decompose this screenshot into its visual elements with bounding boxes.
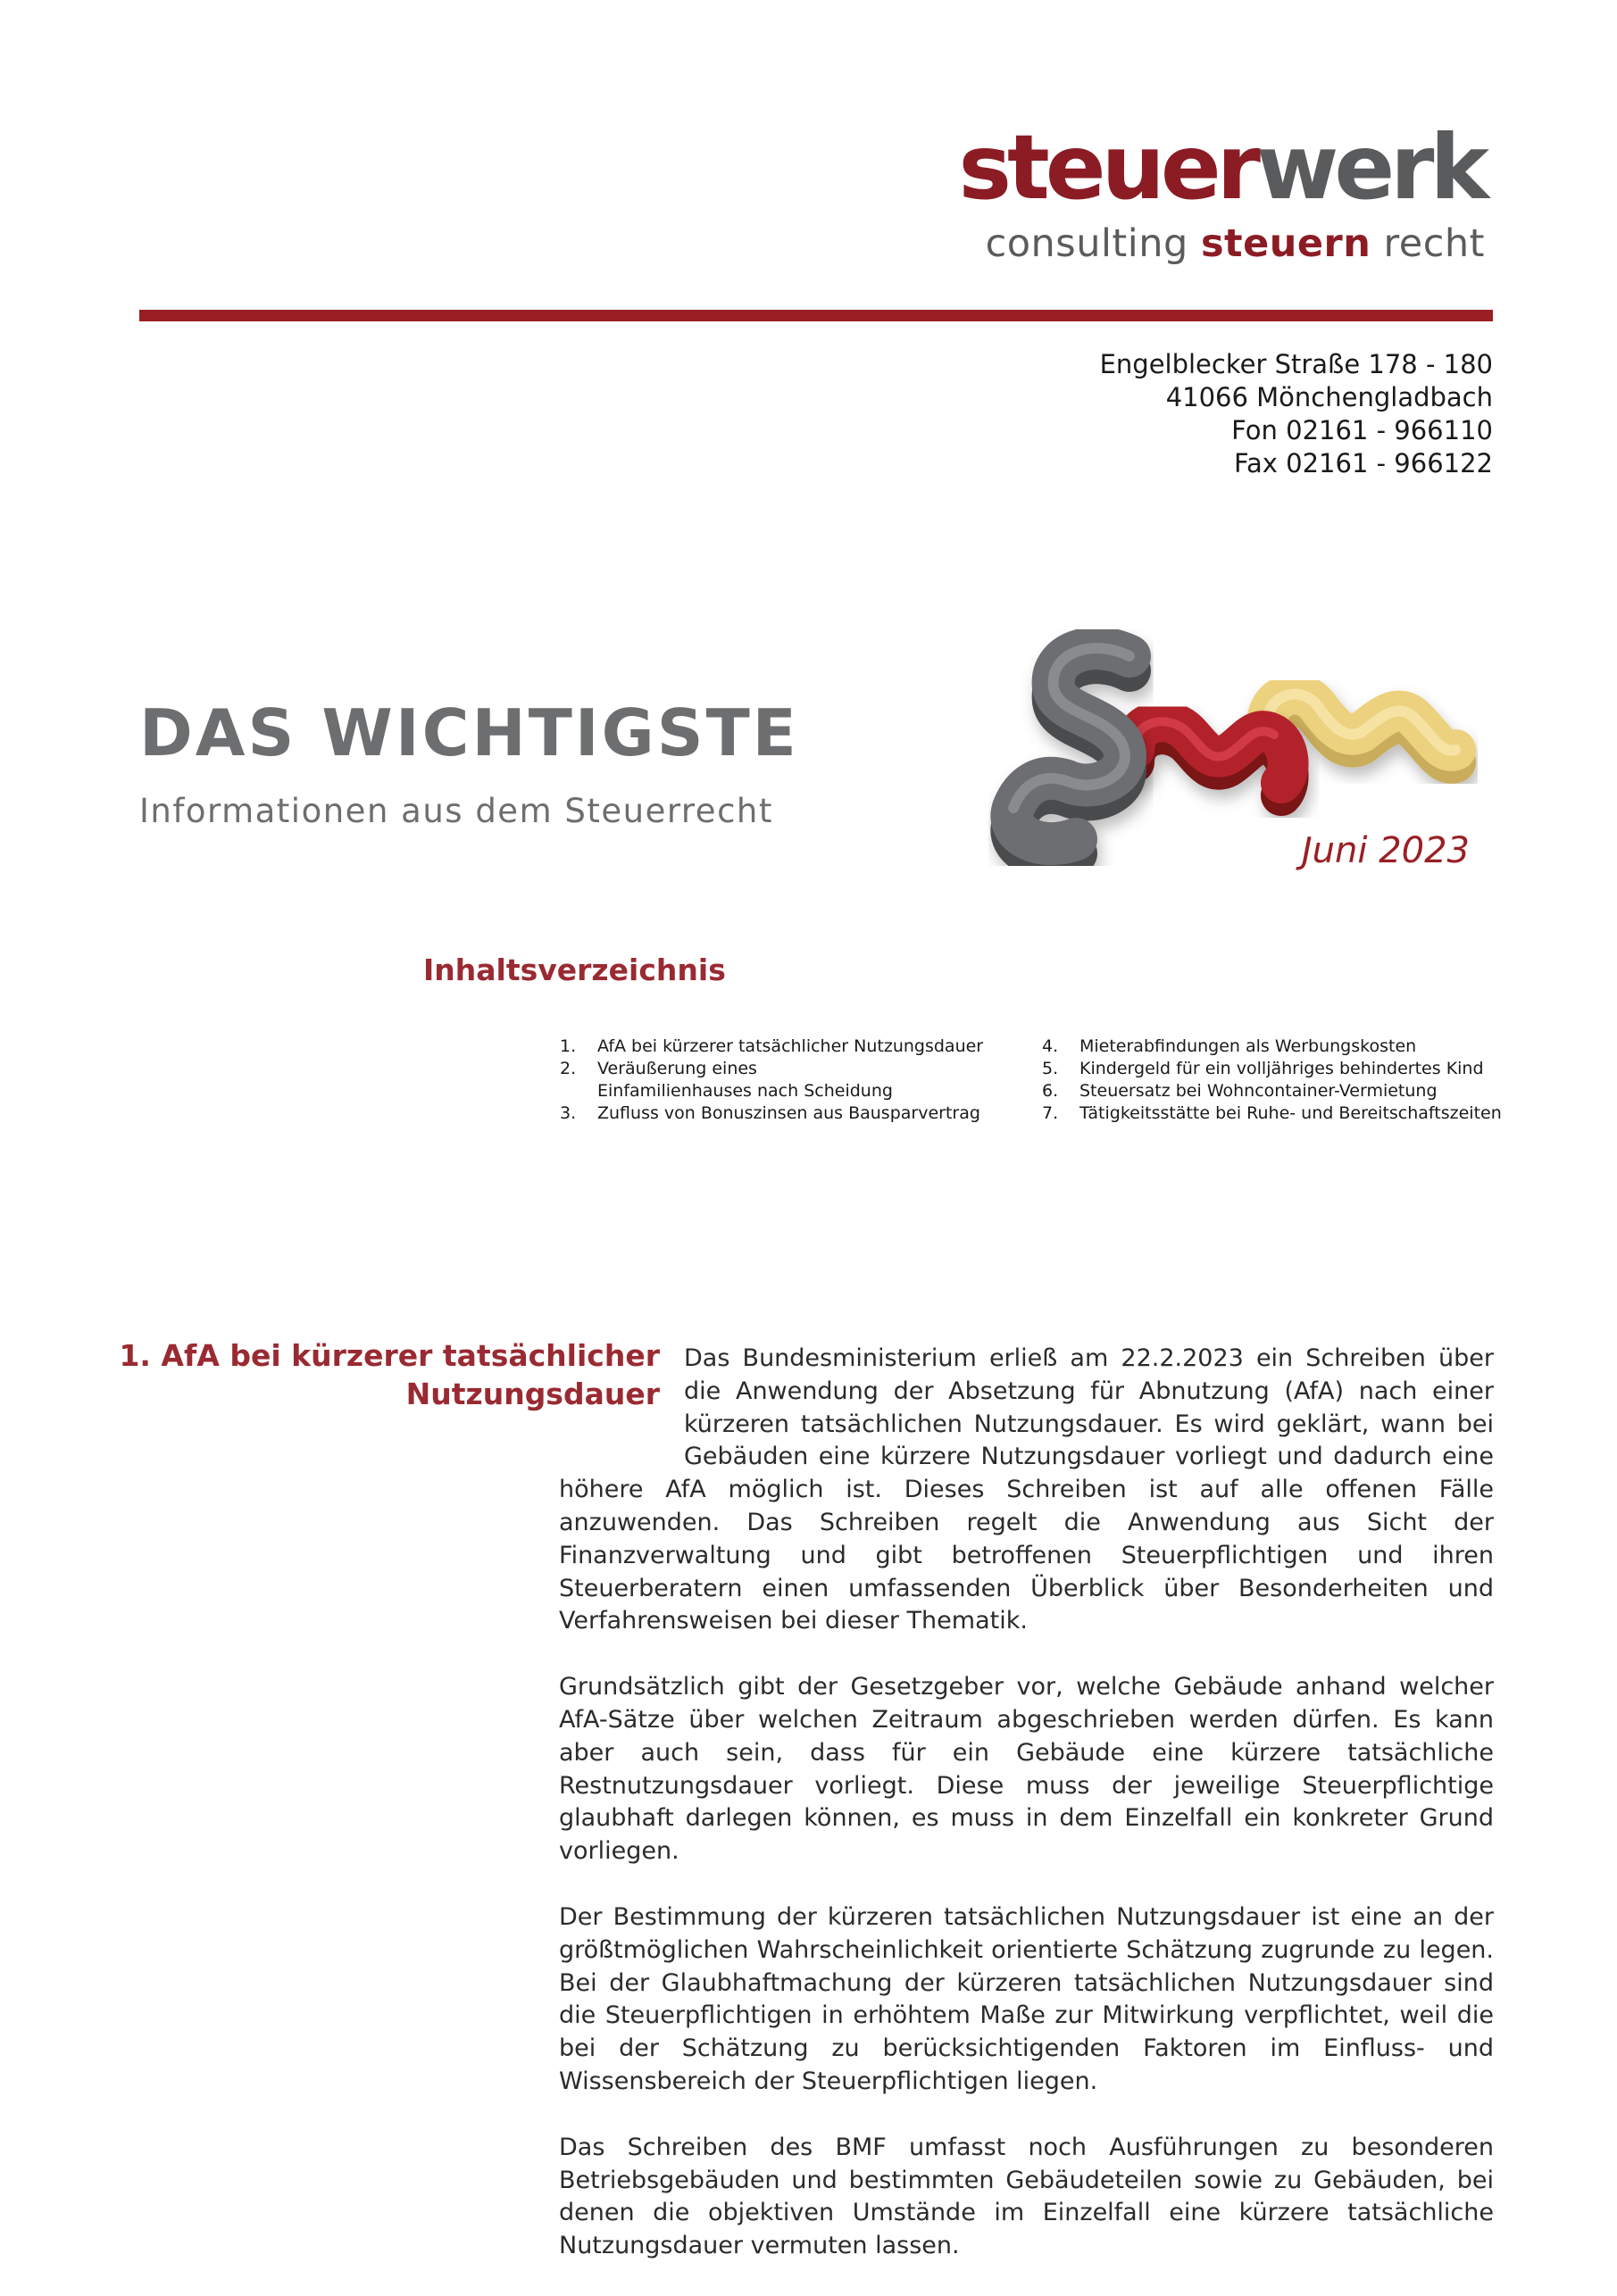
- toc-item-number: 2.: [560, 1059, 577, 1078]
- toc-item[interactable]: [1042, 1036, 1515, 1058]
- article-paragraph: Das Schreiben des BMF umfasst noch Ausführungen zu besonderen Betriebsgebäuden und bestimmten Gebäudeteilen sowie zu Gebäuden, bei denen die objektiven Umstände im Einzelfall eine kürzere tatsächliche Nutzungsdauer vermuten lassen.: [559, 2133, 1494, 2260]
- tagline-consulting: consulting: [985, 221, 1188, 266]
- toc-item-number: 5.: [1042, 1059, 1059, 1078]
- article-heading-line1: 1. AfA bei kürzerer tatsächlicher: [119, 1338, 660, 1373]
- address-city: 41066 Mönchengladbach: [1165, 382, 1493, 412]
- newsletter-subtitle: Informationen aus dem Steuerrecht: [139, 792, 773, 830]
- logo-part-steuer: steuer: [958, 115, 1256, 220]
- article-paragraph: Grundsätzlich gibt der Gesetzgeber vor, welche Gebäude anhand welcher AfA-Sätze über welchen Zeitraum abgeschrieben werden dürfen. Es kann aber auch sein, dass für ein Gebäude eine kürzere tatsächliche Restnutzungsdauer vorliegt. Diese muss der jeweilige Steuerpflichtige glaubhaft darlegen können, es muss in dem Einzelfall ein konkreter Grund vorliegen.: [559, 1673, 1494, 1866]
- address-street: Engelblecker Straße 178 - 180: [1099, 349, 1493, 379]
- tagline-steuern: steuern: [1200, 221, 1371, 266]
- logo-tagline: [985, 221, 1485, 266]
- toc-item-title: Mieterabfindungen als Werbungskosten: [1079, 1036, 1417, 1056]
- toc-item-number: 3.: [560, 1103, 577, 1123]
- toc-item-title: AfA bei kürzerer tatsächlicher Nutzungsdauer: [597, 1036, 984, 1056]
- address-fax: Fax 02161 - 966122: [1233, 448, 1493, 478]
- toc-item[interactable]: [560, 1058, 1024, 1102]
- toc-item-title: Tätigkeitsstätte bei Ruhe- und Bereitschaftszeiten: [1079, 1103, 1502, 1123]
- toc-item-title: Zufluss von Bonuszinsen aus Bausparvertrag: [597, 1103, 980, 1123]
- toc-column-left: [560, 1036, 1024, 1125]
- issue-date: Juni 2023: [1301, 830, 1470, 871]
- header-divider: [139, 310, 1493, 321]
- toc-item[interactable]: [560, 1036, 1024, 1058]
- address-phone: Fon 02161 - 966110: [1231, 415, 1493, 445]
- toc-column-right: [1042, 1036, 1515, 1125]
- toc-item[interactable]: [560, 1102, 1024, 1125]
- tagline-recht: recht: [1383, 221, 1485, 266]
- address-block: [1100, 348, 1493, 480]
- toc-item-title: Steuersatz bei Wohncontainer-Vermietung: [1079, 1081, 1438, 1101]
- toc-item-title: Kindergeld für ein volljähriges behindertes Kind: [1079, 1059, 1484, 1078]
- article-heading-line2: Nutzungsdauer: [405, 1377, 660, 1411]
- heading-spacer: [559, 1343, 684, 1474]
- toc-item-number: 6.: [1042, 1081, 1059, 1101]
- toc-item[interactable]: [1042, 1058, 1515, 1080]
- toc-item[interactable]: [1042, 1080, 1515, 1102]
- article-paragraph: Das Bundesministerium erließ am 22.2.2023 ein Schreiben über die Anwendung der Absetzung für Abnutzung (AfA) nach einer kürzeren tatsächlichen Nutzungsdauer. Es wird geklärt, wann bei Gebäuden eine kürzere Nutzungsdauer vorliegt und dadurch eine höhere AfA möglich ist. Dieses Schreiben ist auf alle offenen Fälle anzuwenden. Das Schreiben regelt die Anwendung aus Sicht der Finanzverwaltung und gibt betroffenen Steuerpflichtigen und ihren Steuerberatern einen umfassenden Überblick über Besonderheiten und Verfahrensweisen bei dieser Thematik.: [559, 1344, 1494, 1635]
- article-paragraph: Der Bestimmung der kürzeren tatsächlichen Nutzungsdauer ist eine an der größtmöglichen Wahrscheinlichkeit orientierte Schätzung zugrunde zu legen. Bei der Glaubhaftmachung der kürzeren tatsächlichen Nutzungsdauer sind die Steuerpflichtigen in erhöhtem Maße zur Mitwirkung verpflichtet, weil die bei der Schätzung zu berücksichtigenden Faktoren im Einfluss- und Wissensbereich der Steuerpflichtigen liegen.: [559, 1902, 1494, 2095]
- article-body: [559, 1343, 1494, 2296]
- toc-heading: Inhaltsverzeichnis: [423, 953, 726, 987]
- toc-item-title: Veräußerung eines Einfamilienhauses nach Scheidung: [597, 1059, 893, 1101]
- toc-item-number: 1.: [560, 1036, 577, 1056]
- toc-item-number: 7.: [1042, 1103, 1059, 1123]
- logo-part-werk: werk: [1255, 115, 1485, 220]
- toc-item-number: 4.: [1042, 1036, 1059, 1056]
- newsletter-title: DAS WICHTIGSTE: [139, 695, 799, 770]
- toc-item[interactable]: [1042, 1102, 1515, 1125]
- logo-wordmark: [958, 115, 1485, 220]
